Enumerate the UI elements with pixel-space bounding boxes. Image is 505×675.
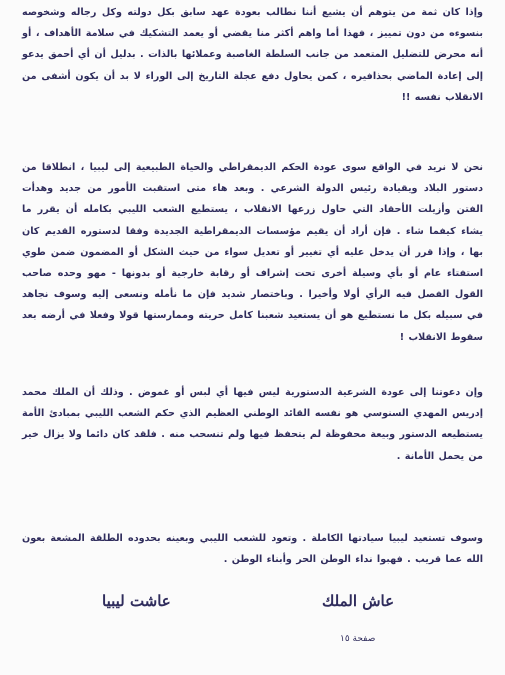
paragraph-1: وإذا كان ثمة من يتوهم أن يشيع أننا نطالب بعودة عهد سابق بكل دولته وكل رجاله وشخوصه بنسوءه من دون تمييز ، فهذا أما واهم أكثر منا يقضي أو يعمد التشكيك في سلامة الأهداف ، أو أنه محرض للتضليل المتعمد من جانب السلطة الغاصبة وعملائها بالذات . بدليل أن أي أحمق يدعو إلى إعادة الماضي بحذافيره ، كمن يحاول دفع عجلة التاريخ إلى الوراء لا بد أن يكون أشفى من الانقلاب نفسه !! xyxy=(22,7,483,103)
page-number: صفحة ١٥ xyxy=(340,634,376,644)
signature-king: عاش الملك xyxy=(322,592,395,610)
paragraph-2: نحن لا نريد في الواقع سوى عودة الحكم الديمقراطي والحياة الطبيعية إلى ليبيا ، انطلاقا من دستور البلاد ويقيادة رئيس الدولة الشرعي . وبعد هاء متى استقبت الأمور من جديد وهدأت الفتن وأزيلت الأحقاد التي حاول زرعها الانقلاب ، يستطيع الشعب الليبي بكامله أن يقرر ما يشاء كيفما شاء . فإن أراد أن يقيم مؤسسات الديمقراطية الجديدة وفقا لدستوره القديم كان بها ، وإذا قرر أن يدخل عليه أي تغيير أو تعديل سواء من حيث الشكل أو المضمون ضمن طوي استفتاء عام أو بأي وسيلة أخرى تحت إشراف أو رقابة خارجية أو بدونها - مهو وحده صاحب القول الفصل فيه الرأي أولا وأخيرا . وباختصار شديد فإن ما نأمله ونسعى إليه وسوف نجاهد في سبيله بكل ما نستطيع هو أن يستعيد شعبنا كامل حريته وممارستها قولا وفعلا في أرضه بعد سقوط الانقلاب ! xyxy=(22,162,483,343)
paragraph-4: وسوف تستعيد ليبيا سيادتها الكاملة . وتعود للشعب الليبي وبعينه بحدوده الطلقة المشعة بعون الله عما قريب . فهبوا نداء الوطن الحر وأبناء الوطن . xyxy=(22,533,483,566)
paragraph-3: وإن دعوتنا إلى عودة الشرعية الدستورية ليس فيها أي لبس أو غموض . وذلك أن الملك محمد إدريس المهدي السنوسي هو نفسه القائد الوطني العظيم الذي حكم الشعب الليبي بمبادئ الأمة يستطيعه الدستور وبيعة محفوظة لم يتحفظ فيها ولم تنسحب منه . فلقد كان دائما ولا يزال خير من يحمل الأمانة . xyxy=(22,387,483,462)
signature-libya: عاشت ليبيا xyxy=(102,592,171,610)
